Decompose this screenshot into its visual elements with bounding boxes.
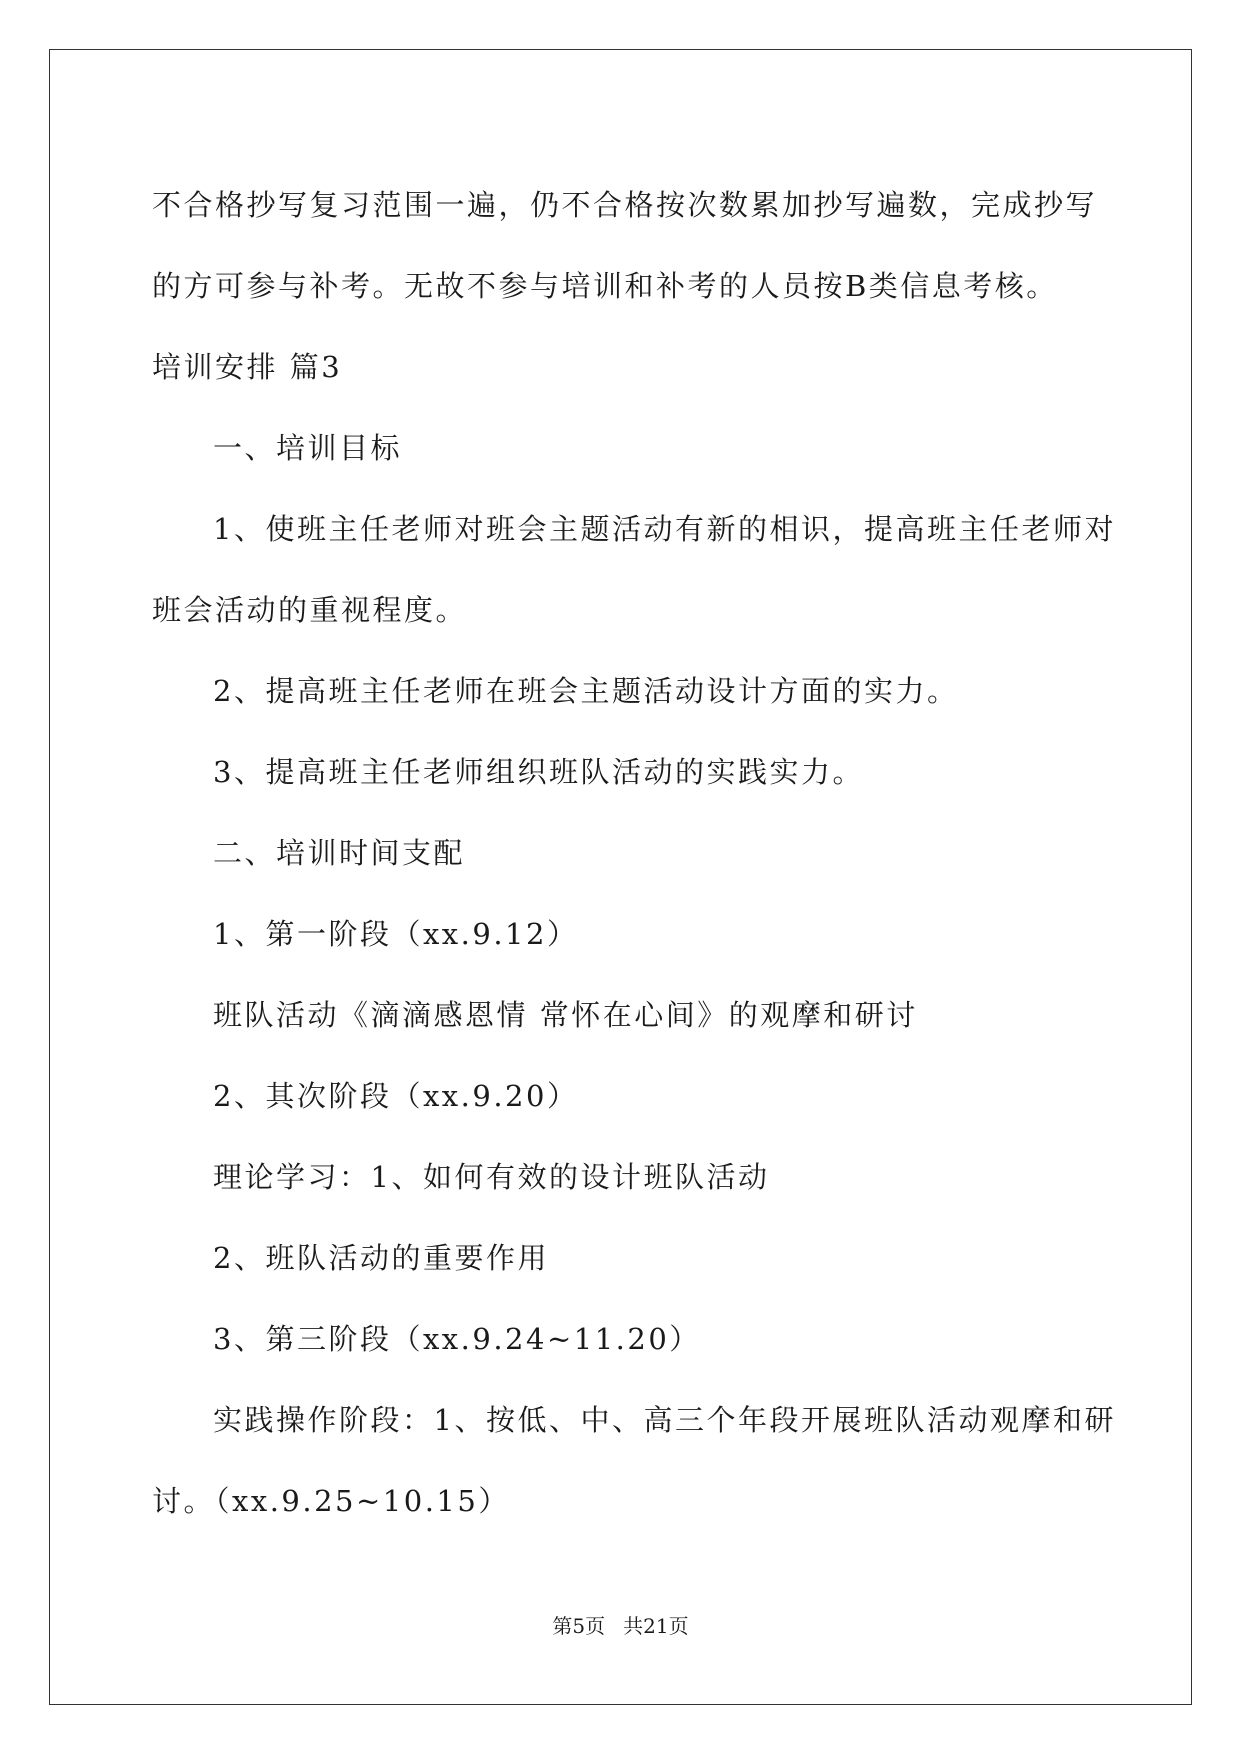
text-line: 2、其次阶段（xx.9.20） — [213, 1079, 579, 1113]
text-line: 班会活动的重视程度。 — [152, 593, 468, 627]
page-number: 第5页 — [552, 1614, 606, 1638]
text-line: 2、班队活动的重要作用 — [213, 1241, 549, 1275]
subheading: 一、培训目标 — [213, 431, 403, 465]
text-line: 不合格抄写复习范围一遍，仍不合格按次数累加抄写遍数，完成抄写 — [152, 188, 1098, 222]
document-body — [152, 165, 1116, 1542]
text-line: 2、提高班主任老师在班会主题活动设计方面的实力。 — [213, 674, 959, 708]
text-line: 3、第三阶段（xx.9.24~11.20） — [213, 1322, 701, 1356]
page-footer — [0, 1614, 1241, 1638]
text-line: 讨。（xx.9.25~10.15） — [152, 1484, 510, 1518]
text-line: 1、第一阶段（xx.9.12） — [213, 917, 579, 951]
text-line: 的方可参与补考。无故不参与培训和补考的人员按B类信息考核。 — [152, 269, 1058, 303]
text-line: 3、提高班主任老师组织班队活动的实践实力。 — [213, 755, 864, 789]
page-total: 共21页 — [623, 1614, 689, 1638]
text-line: 班队活动《滴滴感恩情 常怀在心间》的观摩和研讨 — [213, 998, 918, 1032]
text-line: 理论学习：1、如何有效的设计班队活动 — [213, 1160, 770, 1194]
text-line: 1、使班主任老师对班会主题活动有新的相识，提高班主任老师对 — [213, 512, 1116, 546]
text-line: 实践操作阶段：1、按低、中、高三个年段开展班队活动观摩和研 — [213, 1403, 1116, 1437]
subheading: 二、培训时间支配 — [213, 836, 466, 870]
section-heading: 培训安排 篇3 — [152, 350, 343, 384]
